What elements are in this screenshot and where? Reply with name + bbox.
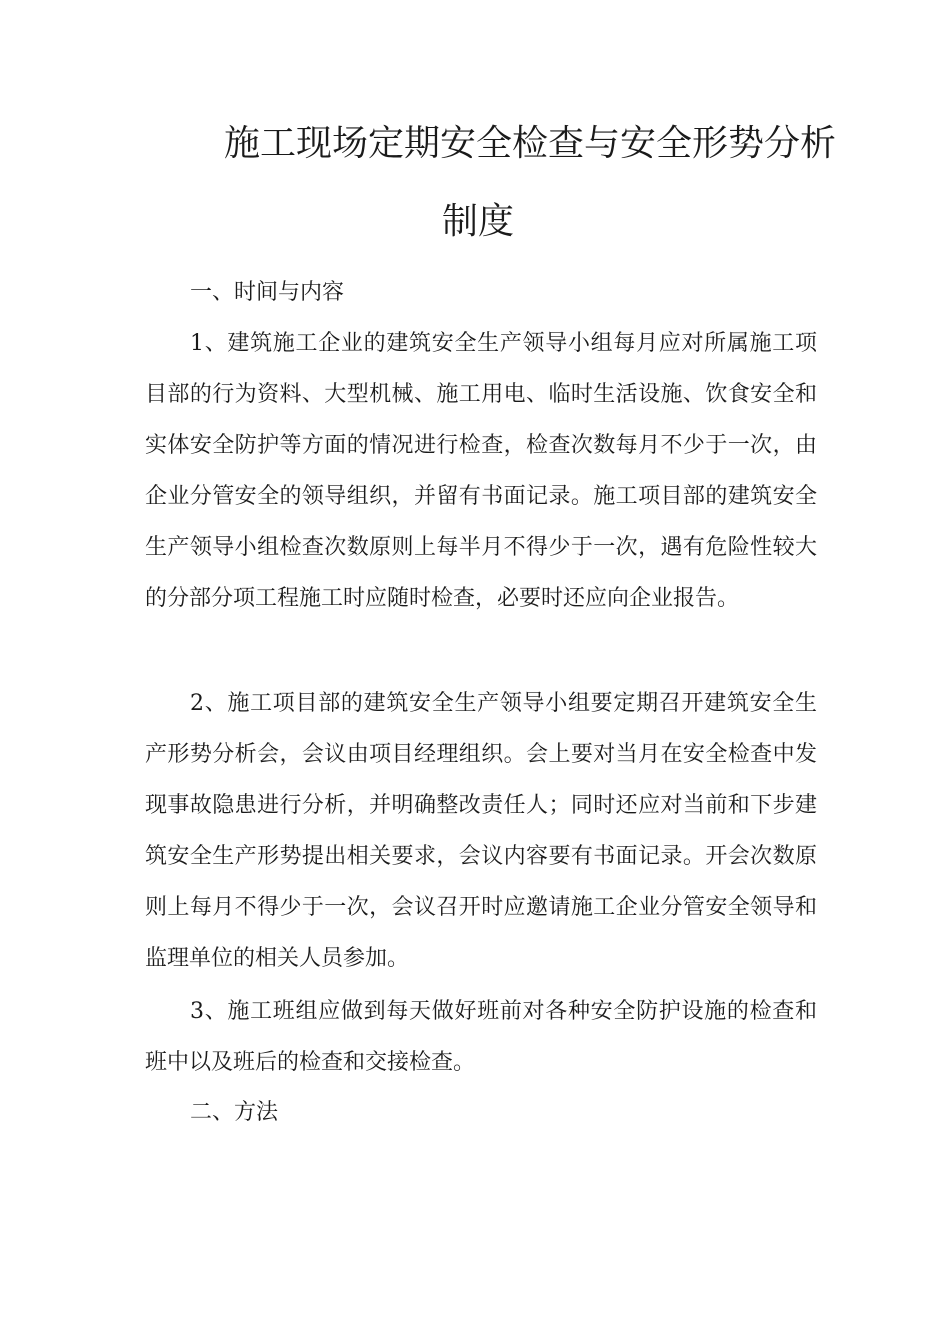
document-title-continued: 制度	[442, 201, 515, 242]
document-title: 施工现场定期安全检查与安全形势分析	[224, 123, 837, 164]
paragraph-1: 1、建筑施工企业的建筑安全生产领导小组每月应对所属施工项目部的行为资料、大型机械、施工用电、临时生活设施、饮食安全和实体安全防护等方面的情况进行检查，检查次数每月不少于一次，由企业分管安全的领导组织，并留有书面记录。施工项目部的建筑安全生产领导小组检查次数原则上每半月不得少于一次，遇有危险性较大的分部分项工程施工时应随时检查，必要时还应向企业报告。	[145, 331, 817, 611]
paragraph-2: 2、施工项目部的建筑安全生产领导小组要定期召开建筑安全生产形势分析会，会议由项目经理组织。会上要对当月在安全检查中发现事故隐患进行分析，并明确整改责任人；同时还应对当前和下步建筑安全生产形势提出相关要求，会议内容要有书面记录。开会次数原则上每月不得少于一次，会议召开时应邀请施工企业分管安全领导和监理单位的相关人员参加。	[145, 691, 817, 971]
section-heading-time-content: 一、时间与内容	[190, 280, 345, 305]
paragraph-3: 3、施工班组应做到每天做好班前对各种安全防护设施的检查和班中以及班后的检查和交接检查。	[145, 999, 817, 1075]
section-heading-method: 二、方法	[190, 1100, 279, 1125]
